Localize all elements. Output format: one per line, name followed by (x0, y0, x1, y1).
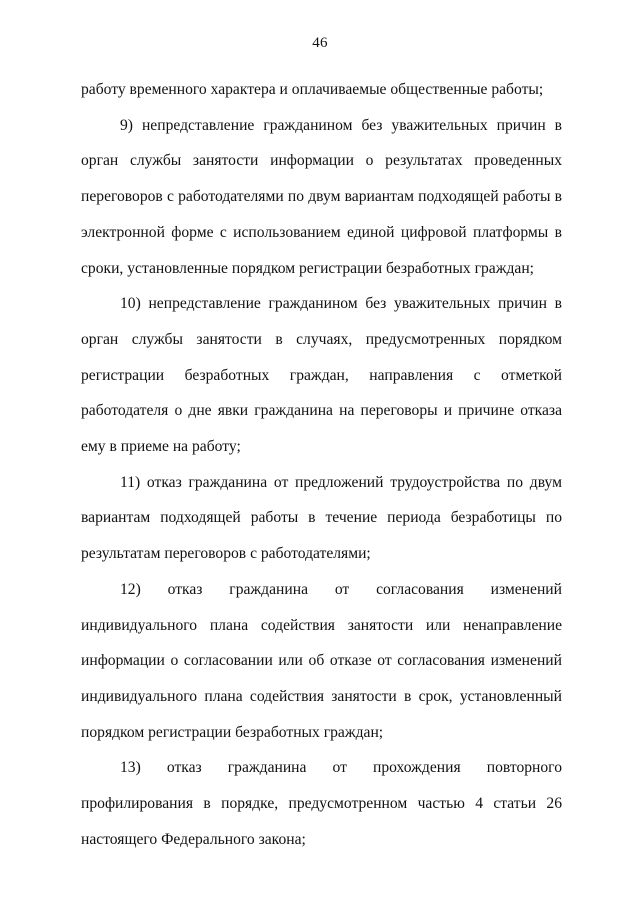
paragraph-item-10: 10) непредставление гражданином без уважительных причин в орган службы занятости в случаях, предусмотренных порядком регистрации безработных граждан, направления с отметкой работодателя о дне явки гражданина на переговоры и причине отказа ему в приеме на работу; (81, 295, 562, 456)
paragraph-item-9: 9) непредставление гражданином без уважительных причин в орган службы занятости информации о результатах проведенных переговоров с работодателями по двум вариантам подходящей работы в электронной форме с использованием единой цифровой платформы в сроки, установленные порядком регистрации безработных граждан; (81, 116, 562, 277)
document-body (81, 72, 562, 857)
paragraph-item-12: 12) отказ гражданина от согласования изменений индивидуального плана содействия занятости или ненаправление информации о согласовании или об отказе от согласования изменений индивидуального плана содействия занятости в срок, установленный порядком регистрации безработных граждан; (81, 580, 562, 741)
page-number: 46 (312, 35, 328, 51)
paragraph-item-13: 13) отказ гражданина от прохождения повторного профилирования в порядке, предусмотренном частью 4 статьи 26 настоящего Федерального закона; (81, 759, 562, 848)
paragraph-continuation: работу временного характера и оплачиваемые общественные работы; (81, 81, 544, 98)
paragraph-item-11: 11) отказ гражданина от предложений трудоустройства по двум вариантам подходящей работы в течение периода безработицы по результатам переговоров с работодателями; (81, 473, 562, 563)
